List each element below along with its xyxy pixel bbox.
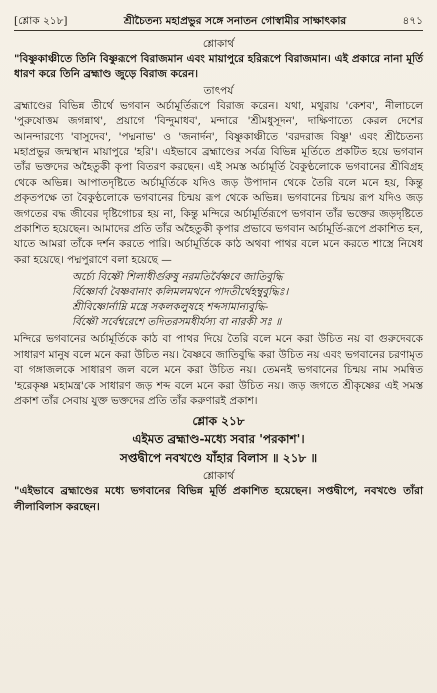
main-verse bbox=[14, 430, 423, 468]
quoted-verse-line: র্বিষ্ণৌ সর্বেশ্বরেশে তদিতরসমধীর্যস্য বা নারকী সঃ ॥ bbox=[72, 316, 282, 329]
page-header bbox=[14, 14, 423, 31]
header-chapter-title: শ্রীচৈতন্য মহাপ্রভুর সঙ্গে সনাতন গোস্বামীর সাক্ষাৎকার bbox=[123, 15, 347, 27]
main-verse-line: এইমত ব্রহ্মাণ্ড-মধ্যে সবার 'পরকাশ'। bbox=[132, 432, 305, 447]
purport-paragraph-2: মন্দিরে ভগবানের অর্চামূর্তিকে কাঠ বা পাথর দিয়ে তৈরি বলে মনে করা উচিত নয় বা গুরুদেবকে সাধারণ মানুষ বলে মনে করা উচিত নয়। বৈষ্ণবে জাতিবুদ্ধি করা উচিত নয় এবং ভগবানের চরণামৃত বা গঙ্গাজলকে সাধারণ জল বলে মনে করা উচিত নয়। তেমনই ভগবানের চিন্ময় নাম সমন্বিত 'হরেকৃষ্ণ মহামন্ত্র'কে সাধারণ জড় শব্দ বলে মনে করা উচিত নয়। জড় জগতে শ্রীকৃষ্ণের এই সমস্ত প্রকাশ তাঁর সেবায় যুক্ত ভক্তদের প্রতি তাঁর করুণারই প্রকাশ। bbox=[14, 333, 423, 407]
page-number: ৪৭১ bbox=[402, 15, 423, 27]
quoted-verse bbox=[72, 270, 423, 330]
purport-paragraph-1: ব্রহ্মাণ্ডের বিভিন্ন তীর্থে ভগবান অর্চামূর্তিরূপে বিরাজ করেন। যথা, মথুরায় 'কেশব', নীলাচলে 'পুরুষোত্তম জগন্নাথ', প্রয়াগে 'বিন্দুমাধব', মন্দারে 'শ্রীমধুসূদন', দাক্ষিণাত্যে কেরল দেশের আনন্দারণ্যে 'বাসুদেব', 'পদ্মনাভ' ও 'জনার্দন', বিষ্ণুকাঞ্চীতে 'বরদরাজ বিষ্ণু' এবং শ্রীচৈতন্য মহাপ্রভুর জন্মস্থান মায়াপুরে 'হরি'। এইভাবে ব্রহ্মাণ্ডের সর্বত্র বিভিন্ন মূর্তিতে প্রকটিত হয়ে ভগবান তাঁর ভক্তদের অহৈতুকী কৃপা বিতরণ করছেন। এই সমস্ত অর্চামূর্তি বৈকুণ্ঠলোকে ভগবানের শ্রীবিগ্রহ থেকে অভিন্ন। আপাতদৃষ্টিতে অর্চামূর্তিকে যদিও জড় উপাদান থেকে তৈরি বলে মনে হয়, কিন্তু প্রকৃতপক্ষে তা বৈকুণ্ঠলোকে ভগবানের চিন্ময় রূপ থেকে অভিন্ন। ভগবানের চিন্ময় রূপ যদিও জড় জগতের বদ্ধ জীবের দৃষ্টিগোচর হয় না, কিন্তু মন্দিরে অর্চামূর্তিরূপে ভগবান তাঁর ভক্তের জড়দৃষ্টিতে প্রকাশিত হয়েছেন। আমাদের প্রতি তাঁর অহৈতুকী কৃপার প্রভাবে ভগবান অর্চামূর্তি-রূপে প্রকাশিত হন, যাতে আমরা তাঁকে দর্শন করতে পারি। অর্চামূর্তিকে কাঠ অথবা পাথর বলে মনে করতে শাস্ত্রে নিষেধ করা হয়েছে। পদ্মপুরাণে বলা হয়েছে — bbox=[14, 99, 423, 266]
quoted-verse-line: র্বিষ্ণোর্বা বৈষ্ণবানাং কলিমলমথনে পাদতীর্থেহম্বুবুদ্ধিঃ। bbox=[72, 286, 289, 299]
translation-heading-2: শ্লোকার্থ bbox=[202, 470, 235, 483]
header-verse-ref: [শ্লোক ২১৮] bbox=[14, 15, 68, 27]
quoted-verse-line: অর্চ্যে বিষ্ণৌ শিলাধীর্গুরুষু নরমতির্বৈষ্ণবে জাতিবুদ্ধি bbox=[72, 271, 283, 284]
translation-text-2: "এইভাবে ব্রহ্মাণ্ডের মধ্যে ভগবানের বিভিন্ন মূর্তি প্রকাশিত হয়েছেন। সপ্তদ্বীপে, নবখণ্ডে তাঁরা লীলাবিলাস করছেন। bbox=[14, 485, 423, 513]
quoted-verse-line: শ্রীবিষ্ণোর্নাম্নি মন্ত্রে সকলকলুষহে শব্দসামান্যবুদ্ধি- bbox=[72, 301, 269, 314]
main-verse-line: সপ্তদ্বীপে নবখণ্ডে যাঁহার বিলাস ॥ ২১৮ ॥ bbox=[119, 451, 318, 466]
verse-number: শ্লোক ২১৮ bbox=[192, 414, 245, 429]
purport-heading: তাৎপর্য bbox=[203, 84, 234, 97]
translation-heading: শ্লোকার্থ bbox=[202, 38, 235, 50]
translation-text: "বিষ্ণুকাঞ্চীতে তিনি বিষ্ণুরূপে বিরাজমান এবং মায়াপুরে হরিরূপে বিরাজমান। এই প্রকারে নানা মূর্তি ধারণ করে তিনি ব্রহ্মাণ্ড জুড়ে বিরাজ করেন। bbox=[14, 53, 423, 81]
